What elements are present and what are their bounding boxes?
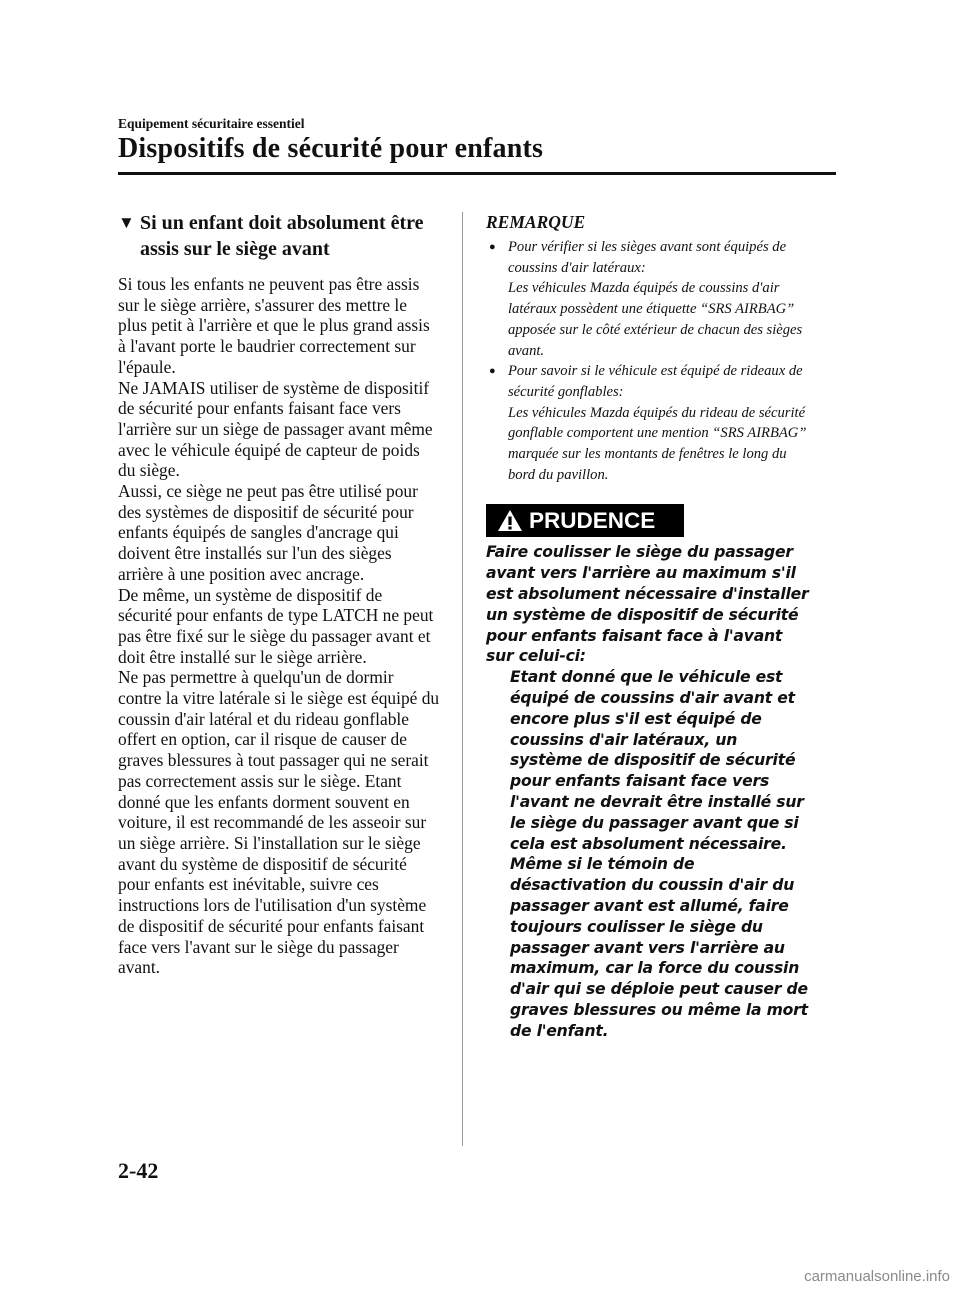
caution-lead: Faire coulisser le siège du passager avant vers l'arrière au maximum s'il est absolument nécessaire d'installer un système de dispositif de sécurité pour enfants faisant face à l'avant sur celui-ci:: [486, 543, 809, 666]
page-number: 2-42: [118, 1158, 159, 1183]
note-question: Pour vérifier si les sièges avant sont équipés de coussins d'air latéraux:: [508, 239, 787, 276]
body-paragraph: De même, un système de dispositif de sécurité pour enfants de type LATCH ne peut pas être fixé sur le siège du passager avant et doit être installé sur le siège arrière.: [118, 584, 434, 667]
note-item-text: [508, 237, 811, 361]
body-text: [118, 274, 440, 978]
title-rule: [118, 172, 836, 175]
note-item: [486, 237, 811, 361]
page-title: Dispositifs de sécurité pour enfants: [118, 133, 544, 164]
caution-detail-paragraph: Même si le témoin de désactivation du coussin d'air du passager avant est allumé, faire toujours coulisser le siège du passager avant vers l'arrière au maximum, car la force du coussin d'air qui se déploie peut causer de graves blessures ou même la mort de l'enfant.: [510, 855, 808, 1040]
watermark: carmanualsonline.info: [804, 1268, 950, 1285]
note-answer: Les véhicules Mazda équipés du rideau de sécurité gonflable comportent une mention “SRS AIRBAG” marquée sur les montants de fenêtres le long du bord du pavillon.: [508, 404, 807, 483]
note-answer: Les véhicules Mazda équipés de coussins d'air latéraux possèdent une étiquette “SRS AIRBAG” apposée sur le côté extérieur de chacun des sièges avant.: [508, 280, 803, 359]
right-column: [486, 212, 811, 1042]
note-question: Pour savoir si le véhicule est équipé de rideaux de sécurité gonflables:: [508, 363, 803, 400]
section-heading-text: [140, 210, 424, 262]
column-divider: [462, 212, 463, 1146]
section-heading: [118, 210, 440, 262]
caution-label: PRUDENCE: [529, 507, 656, 533]
caution-banner: [486, 504, 684, 537]
warning-icon: [497, 509, 523, 532]
section-label: Equipement sécuritaire essentiel: [118, 116, 305, 131]
section-heading-line-1: Si un enfant doit absolument être: [140, 212, 424, 234]
section-heading-line-2: assis sur le siège avant: [140, 238, 330, 260]
body-paragraph: Ne pas permettre à quelqu'un de dormir contre la vitre latérale si le siège est équipé du coussin d'air latéral et du rideau gonflable offert en option, car il risque de causer de graves blessures à tout passager qui ne serait pas correctement assis sur le siège. Etant donné que les enfants dorment souvent en voiture, il est recommandé de les asseoir sur un siège arrière. Si l'installation sur le siège avant du système de dispositif de sécurité pour enfants est inévitable, suivre ces instructions lors de l'utilisation d'un système de dispositif de sécurité pour enfants faisant face vers l'avant sur le siège du passager avant.: [118, 667, 440, 978]
note-item-text: [508, 361, 811, 485]
bullet-icon: ●: [489, 365, 496, 378]
caution-detail-paragraph: Etant donné que le véhicule est équipé de coussins d'air avant et encore plus s'il est équipé de coussins d'air latéraux, un système de dispositif de sécurité pour enfants faisant face vers l'avant ne devrait être installé sur le siège du passager avant que si cela est absolument nécessaire.: [510, 668, 804, 853]
body-paragraph: Ne JAMAIS utiliser de système de dispositif de sécurité pour enfants faisant face vers l'arrière sur un siège de passager avant même avec le véhicule équipé de capteur de poids du siège.: [118, 377, 433, 481]
note-list: [486, 237, 811, 485]
left-column: [118, 210, 440, 978]
note-heading: REMARQUE: [486, 212, 586, 232]
down-triangle-icon: ▼: [118, 213, 135, 232]
body-paragraph: Si tous les enfants ne peuvent pas être assis sur le siège arrière, s'assurer des mettre le plus petit à l'arrière et que le plus grand assis à l'avant porte le baudrier correctement sur l'épaule.: [118, 274, 430, 377]
caution-body: [486, 542, 811, 1041]
body-paragraph: Aussi, ce siège ne peut pas être utilisé pour des systèmes de dispositif de sécurité pour enfants équipés de sangles d'ancrage qui doivent être installés sur l'un des sièges arrière à une position avec ancrage.: [118, 481, 418, 584]
note-item: [486, 361, 811, 485]
caution-detail: [510, 667, 811, 1041]
bullet-icon: ●: [489, 241, 496, 253]
